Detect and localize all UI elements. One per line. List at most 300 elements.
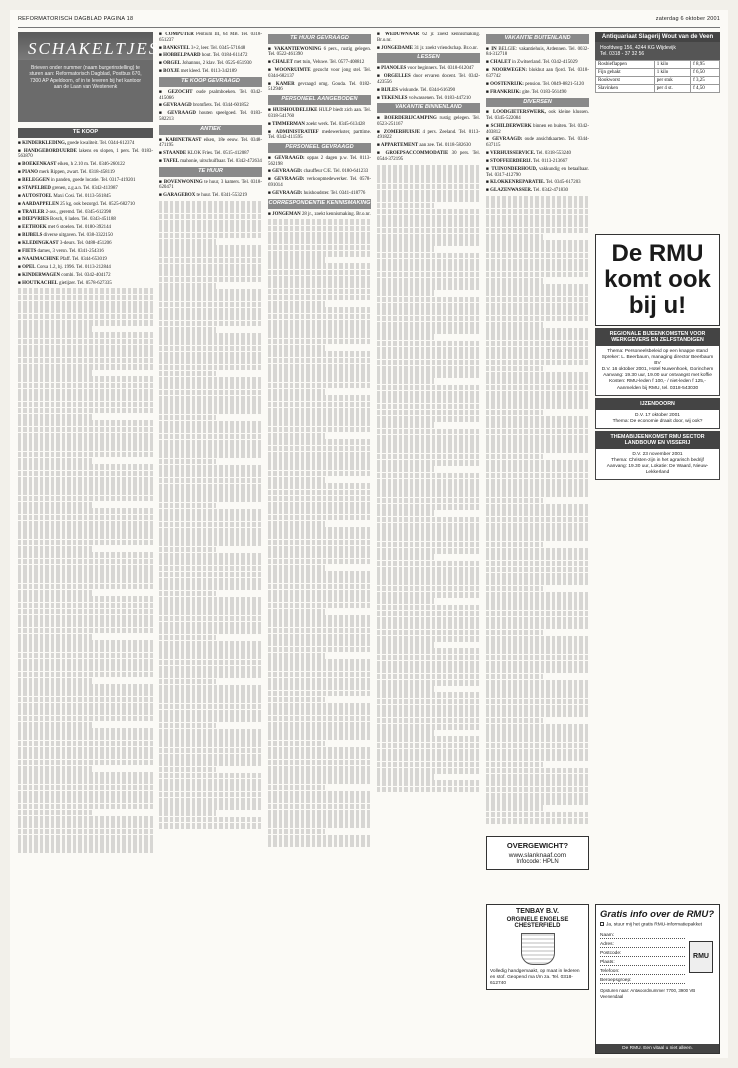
classifieds-list [377, 32, 480, 51]
text-line [377, 542, 480, 548]
text-line [268, 332, 371, 338]
text-line [377, 265, 480, 271]
classified-ad: ■ WOONRUIMTE gezocht voor jong stel. Tel. 0344-682137 [268, 68, 371, 79]
column-4 [377, 32, 480, 793]
text-line [486, 623, 589, 629]
classified-ad-keyword: ■ TIMMERMAN [268, 121, 305, 127]
text-line [18, 358, 153, 364]
text-line [268, 490, 371, 496]
text-line [268, 716, 371, 722]
price-cell: Rookworst [596, 77, 655, 85]
classified-ad: ■ SCHILDERWERK binnen en buiten. Tel. 0342-403812 [486, 123, 589, 135]
text-line [268, 257, 325, 263]
text-line [18, 521, 153, 527]
text-line [268, 414, 371, 420]
text-line [377, 360, 480, 366]
classified-ad: ■ WEDUWNAAR 62 jr. zoekt kennismaking. Br.o.nr. [377, 32, 480, 43]
rmu-slogan [595, 234, 720, 326]
classified-ad: ■ ZOMERHUISJE 4 pers. Zeeland. Tel. 0113-491822 [377, 129, 480, 141]
text-line [377, 661, 480, 667]
text-line [377, 674, 480, 680]
text-line [377, 535, 480, 541]
text-line [268, 515, 371, 521]
text-line [486, 309, 589, 315]
text-line [18, 477, 153, 483]
text-line [486, 491, 589, 497]
text-line [18, 496, 153, 502]
text-line [159, 471, 262, 477]
text-line [268, 841, 371, 847]
text-line [377, 404, 480, 410]
text-line [18, 590, 92, 596]
classified-ad-keyword: ■ GEZOCHT [159, 89, 193, 95]
slagerij-title: Antiquariaat Slagerij Wout van de Veen [595, 32, 720, 42]
classified-ad: ■ OOSTENRIJK: pension. Tel. 0049-8821-5120 [486, 81, 584, 87]
text-line [159, 434, 262, 440]
text-line [268, 665, 371, 671]
classified-ad: ■ LOODGIETERSWERK, ook kleine klussen. Tel. 0345-522084 [486, 110, 589, 121]
text-line [18, 835, 153, 841]
text-line [18, 697, 153, 703]
slagerij-ad [595, 32, 720, 93]
section-diversen: DIVERSEN [486, 98, 589, 108]
text-line [18, 653, 153, 659]
text-line [486, 378, 589, 384]
checkbox-icon[interactable] [600, 922, 604, 926]
text-line [159, 214, 262, 220]
classified-ad: ■ JONGEMAN 28 jr., zoekt kennismaking. Br.o.nr. [268, 211, 371, 217]
schakeltjes-banner [18, 32, 160, 122]
text-line [159, 723, 216, 729]
text-line [159, 603, 262, 609]
classifieds-list [18, 141, 153, 287]
text-line [268, 427, 371, 433]
text-line [486, 592, 589, 598]
text-line [377, 498, 480, 504]
text-line [268, 263, 371, 269]
text-line [377, 755, 480, 761]
text-line [159, 704, 262, 710]
text-line [18, 621, 153, 627]
coupon-field-naam[interactable]: Naam: [600, 930, 685, 939]
text-line [486, 617, 589, 623]
text-line [18, 596, 153, 602]
text-line [18, 684, 153, 690]
text-line [377, 410, 480, 416]
text-line [486, 667, 589, 673]
text-line [159, 421, 262, 427]
tenbay-ad[interactable] [486, 904, 589, 990]
text-line [486, 655, 589, 661]
coupon-checkbox-label: Ja, stuur mij het gratis RMU-informatiepakket [606, 922, 702, 928]
classifieds-list [377, 66, 480, 101]
classified-ad-keyword: ■ GEVRAAGD: [268, 190, 303, 196]
text-line [486, 554, 589, 560]
text-line [159, 741, 262, 747]
price-cell: 1 kilo [654, 61, 690, 69]
classified-ad: ■ GEVRAAGD: verkoopmedewerker. Tel. 0578-691014 [268, 177, 371, 189]
text-line [486, 290, 589, 296]
text-line [18, 351, 153, 357]
text-line [377, 435, 480, 441]
text-line [377, 743, 480, 749]
text-line [268, 232, 371, 238]
text-line [18, 458, 92, 464]
text-line [18, 709, 153, 715]
text-line [159, 440, 262, 446]
overgewicht-ad[interactable] [486, 836, 589, 870]
text-line [159, 660, 262, 666]
text-line [377, 334, 434, 340]
coupon-field-plaats[interactable]: Plaats: [600, 957, 685, 966]
text-line [268, 502, 371, 508]
text-line [377, 573, 480, 579]
text-line [377, 611, 480, 617]
text-line [377, 316, 480, 322]
text-line [377, 711, 480, 717]
slagerij-price-table [595, 60, 720, 93]
classified-ad: ■ IN BELGIE: vakantiehuis, Ardennen. Tel. 0032-84-312718 [486, 46, 589, 58]
text-line [486, 736, 589, 742]
text-line [377, 454, 480, 460]
text-line [18, 402, 153, 408]
text-line [486, 743, 589, 749]
classified-ad-keyword: ■ EETHOEK [18, 225, 47, 231]
text-line [486, 322, 543, 328]
rmu-landbouw-date: D.V. 23 november 2001 [632, 451, 683, 457]
text-line [377, 605, 480, 611]
text-line [268, 747, 371, 753]
overgewicht-url[interactable]: www.slanknaaf.com [508, 852, 567, 859]
text-line [377, 234, 480, 240]
text-line [159, 566, 262, 572]
text-line [159, 415, 216, 421]
price-row [596, 69, 720, 77]
classified-ad-keyword: ■ STOFFEERDERIJ. [486, 158, 532, 164]
text-line [377, 328, 480, 334]
text-line [486, 762, 543, 768]
text-line [268, 452, 371, 458]
text-line [377, 592, 480, 598]
classified-ad: ■ KINDERWAGEN combi. Tel. 0342-404172 [18, 272, 111, 278]
coupon-field-telefoon[interactable]: Telefoon: [600, 966, 685, 975]
classified-ad-keyword: ■ APPARTEMENT [377, 143, 419, 149]
text-line [159, 628, 262, 634]
text-line [268, 289, 371, 295]
text-line [18, 615, 153, 621]
classified-ad-keyword: ■ KINDERWAGEN [18, 272, 61, 278]
text-line [159, 484, 262, 490]
text-line [18, 559, 153, 565]
classified-ad-keyword: ■ HOBBELPAARD [159, 53, 201, 59]
classified-ad-keyword: ■ ZOMERHUISJE [377, 129, 420, 135]
text-line [377, 504, 480, 510]
text-line [159, 616, 262, 622]
text-line [268, 728, 371, 734]
overgewicht-title: OVERGEWICHT? [506, 841, 569, 850]
text-line [159, 226, 262, 232]
classified-ad: ■ KLEDINGKAST 3-deurs. Tel. 0488-451206 [18, 241, 112, 247]
text-line [18, 326, 92, 332]
text-line [377, 397, 480, 403]
classified-ad-keyword: ■ GEVRAAGD: [486, 137, 523, 143]
text-line [159, 302, 262, 308]
text-line [377, 228, 480, 234]
text-line [377, 730, 434, 736]
text-line [486, 692, 589, 698]
text-line [159, 308, 262, 314]
text-line [377, 667, 480, 673]
classified-ad: ■ HUISHOUDELIJKE HULP biedt zich aan. Tel. 0318-541760 [268, 108, 371, 119]
coupon-subtitle[interactable] [600, 922, 715, 927]
text-line [268, 546, 371, 552]
text-line [268, 402, 371, 408]
text-line [486, 648, 589, 654]
text-line [159, 540, 262, 546]
tenbay-text: Volledig handgemaakt, op maat in lederen en stof. Geopend ma t/m za. Tel. 0318-612740 [490, 969, 580, 986]
text-line [159, 635, 216, 641]
text-line [18, 804, 153, 810]
price-cell: f 3,25 [691, 77, 720, 85]
text-line [486, 397, 589, 403]
text-line [377, 529, 480, 535]
text-line [486, 202, 589, 208]
text-line [18, 728, 153, 734]
text-line [486, 680, 589, 686]
classifieds-list [268, 212, 371, 218]
text-line [18, 320, 153, 326]
text-line [268, 640, 371, 646]
text-line [377, 297, 480, 303]
classified-ad-keyword: ■ JONGEMAN [268, 211, 301, 217]
text-line [486, 567, 589, 573]
classifieds-list [268, 108, 371, 141]
text-line [18, 339, 153, 345]
text-line [377, 240, 480, 246]
classified-ad: ■ STAANDE KLOK Fries. Tel. 0515-412087 [159, 151, 250, 157]
text-line [486, 479, 589, 485]
text-line [486, 278, 543, 284]
text-line [18, 797, 153, 803]
classified-ad: ■ TRAILER 2-ass., geremd. Tel. 0345-612398 [18, 209, 112, 215]
section-te-koop-gevraagd: TE KOOP GEVRAAGD [159, 77, 262, 87]
text-line [486, 780, 589, 786]
classified-ad-keyword: ■ KLEDINGKAST [18, 241, 59, 247]
text-line [18, 829, 153, 835]
coupon-field-postcode[interactable]: Postcode: [600, 948, 685, 957]
text-line [486, 366, 543, 372]
classified-ad: ■ AARDAPPELEN 25 kg, ook bezorgd. Tel. 0525-682710 [18, 201, 135, 207]
slagerij-address [595, 42, 720, 60]
text-line [18, 395, 153, 401]
text-line [268, 785, 325, 791]
text-line [159, 697, 262, 703]
classified-ad-keyword: ■ NOORWEGEN: [486, 68, 527, 74]
text-line [18, 540, 153, 546]
text-line [159, 534, 262, 540]
coupon-field-adres[interactable]: Adres: [600, 939, 685, 948]
text-line [486, 485, 589, 491]
text-line [377, 203, 434, 209]
classifieds-list [159, 90, 262, 123]
text-line [159, 396, 262, 402]
text-line [159, 666, 262, 672]
text-line [486, 460, 589, 466]
text-line [377, 246, 434, 252]
text-line [18, 452, 153, 458]
classified-ad-keyword: ■ GROEPSACCOMMODATIE [377, 151, 449, 157]
text-line [18, 332, 153, 338]
text-line [159, 321, 262, 327]
text-line [377, 429, 480, 435]
classified-ad-keyword: ■ HANDGEBORDUURDE [18, 148, 77, 154]
column-5 [486, 32, 589, 898]
classified-ad-keyword: ■ VERHUISSERVICE. [486, 151, 536, 157]
text-line [159, 509, 262, 515]
text-line [159, 804, 262, 810]
price-cell: per stuk [654, 77, 690, 85]
classified-ad-keyword: ■ STAPELBED [18, 185, 51, 191]
classified-ad: ■ GEVRAAGD: huishoudster. Tel. 0341-418776 [268, 190, 366, 196]
text-line [159, 609, 262, 615]
text-line [268, 628, 371, 634]
text-line [159, 408, 262, 414]
text-line [159, 810, 216, 816]
classified-ad-keyword: ■ WEDUWNAAR [377, 32, 420, 37]
column-3 [268, 32, 371, 848]
text-line [18, 527, 153, 533]
text-line [268, 301, 325, 307]
text-line [377, 473, 480, 479]
classified-ad-keyword: ■ AUTOSTOEL [18, 193, 53, 199]
text-line [159, 760, 262, 766]
classified-ad: ■ GEZOCHT oude psalmboeken. Tel. 0342-415066 [159, 89, 262, 101]
text-line [486, 253, 589, 259]
text-line [486, 504, 589, 510]
text-line [268, 741, 325, 747]
text-line [377, 567, 480, 573]
text-line [159, 377, 262, 383]
classified-ad: ■ GEVRAAGD: oppas 2 dagen p.w. Tel. 0113-562198 [268, 155, 371, 167]
text-line [159, 679, 216, 685]
classifieds-list [377, 116, 480, 162]
text-line [268, 270, 371, 276]
text-line [268, 678, 371, 684]
text-line [377, 378, 434, 384]
classifieds-list [159, 32, 262, 75]
text-line [486, 303, 589, 309]
text-line [268, 358, 371, 364]
text-line [18, 753, 153, 759]
text-line [159, 522, 262, 528]
text-line [486, 705, 589, 711]
text-line [377, 510, 434, 516]
text-line [18, 383, 153, 389]
classified-ad-keyword: ■ KLOKKENREPARATIE. [486, 180, 545, 186]
text-line [486, 561, 589, 567]
rmu-theme: Thema: Personeelsbeleid op een knappe stand [607, 349, 708, 354]
text-line [377, 385, 480, 391]
text-line [486, 535, 589, 541]
text-line [268, 219, 371, 225]
classified-ad: ■ KAMER gevraagd omg. Gouda. Tel. 0182-512946 [268, 81, 371, 93]
rmu-info-coupon[interactable] [595, 904, 720, 1054]
text-line [377, 177, 480, 183]
text-line [18, 427, 153, 433]
text-line [377, 196, 480, 202]
text-line [268, 584, 371, 590]
classified-ad-keyword: ■ KINDERKLEDING, [18, 140, 67, 146]
text-line [159, 446, 262, 452]
text-line [486, 799, 589, 805]
price-cell: Fijn gehakt [596, 69, 655, 77]
rmu-slogan-line-3: bij u! [628, 292, 687, 319]
text-line [18, 489, 153, 495]
text-line [377, 780, 480, 786]
text-line [486, 272, 589, 278]
classified-ad: ■ CHALET in Zwitserland. Tel. 0342-415029 [486, 60, 578, 66]
text-line [377, 278, 480, 284]
text-line [159, 754, 262, 760]
text-line [18, 552, 153, 558]
text-line [18, 628, 153, 634]
text-line [159, 572, 262, 578]
text-line [18, 370, 92, 376]
text-line [377, 341, 480, 347]
text-line [18, 565, 153, 571]
text-line [377, 598, 434, 604]
price-row [596, 61, 720, 69]
classified-ad: ■ GLAZENWASSER. Tel. 0342-471830 [486, 188, 569, 194]
text-line [486, 403, 589, 409]
text-line [486, 429, 589, 435]
text-line [18, 508, 153, 514]
text-line [377, 692, 480, 698]
text-line [377, 617, 480, 623]
banner-title: SCHAKELTJES [18, 32, 153, 60]
text-line [486, 441, 589, 447]
text-line [18, 822, 153, 828]
text-line [18, 364, 153, 370]
classified-ad-keyword: ■ GEVRAAGD: [268, 169, 303, 175]
text-line [18, 420, 153, 426]
text-line [486, 196, 589, 202]
text-line [268, 672, 371, 678]
text-line [377, 705, 480, 711]
text-line [486, 774, 589, 780]
text-line [377, 736, 480, 742]
text-line [486, 686, 589, 692]
text-line [18, 546, 92, 552]
price-cell: 1 kilo [654, 69, 690, 77]
text-line [486, 730, 589, 736]
rmu-logo: RMU [689, 941, 713, 973]
column-2 [159, 32, 262, 829]
text-line [18, 734, 153, 740]
text-line [268, 464, 371, 470]
rmu-landbouw-time: Aanvang: 19.30 uur, Lokatie: De Waard, Nieuw-Lekkerland [606, 464, 709, 476]
text-line [18, 483, 153, 489]
section-lessen: LESSEN [377, 53, 480, 63]
text-line [268, 709, 371, 715]
text-line [486, 699, 589, 705]
text-line [268, 345, 325, 351]
text-line [377, 184, 480, 190]
text-line [18, 609, 153, 615]
coupon-field-beroepsgroep[interactable]: Beroepsgroep: [600, 975, 685, 984]
text-line [268, 559, 371, 565]
text-line [268, 496, 371, 502]
